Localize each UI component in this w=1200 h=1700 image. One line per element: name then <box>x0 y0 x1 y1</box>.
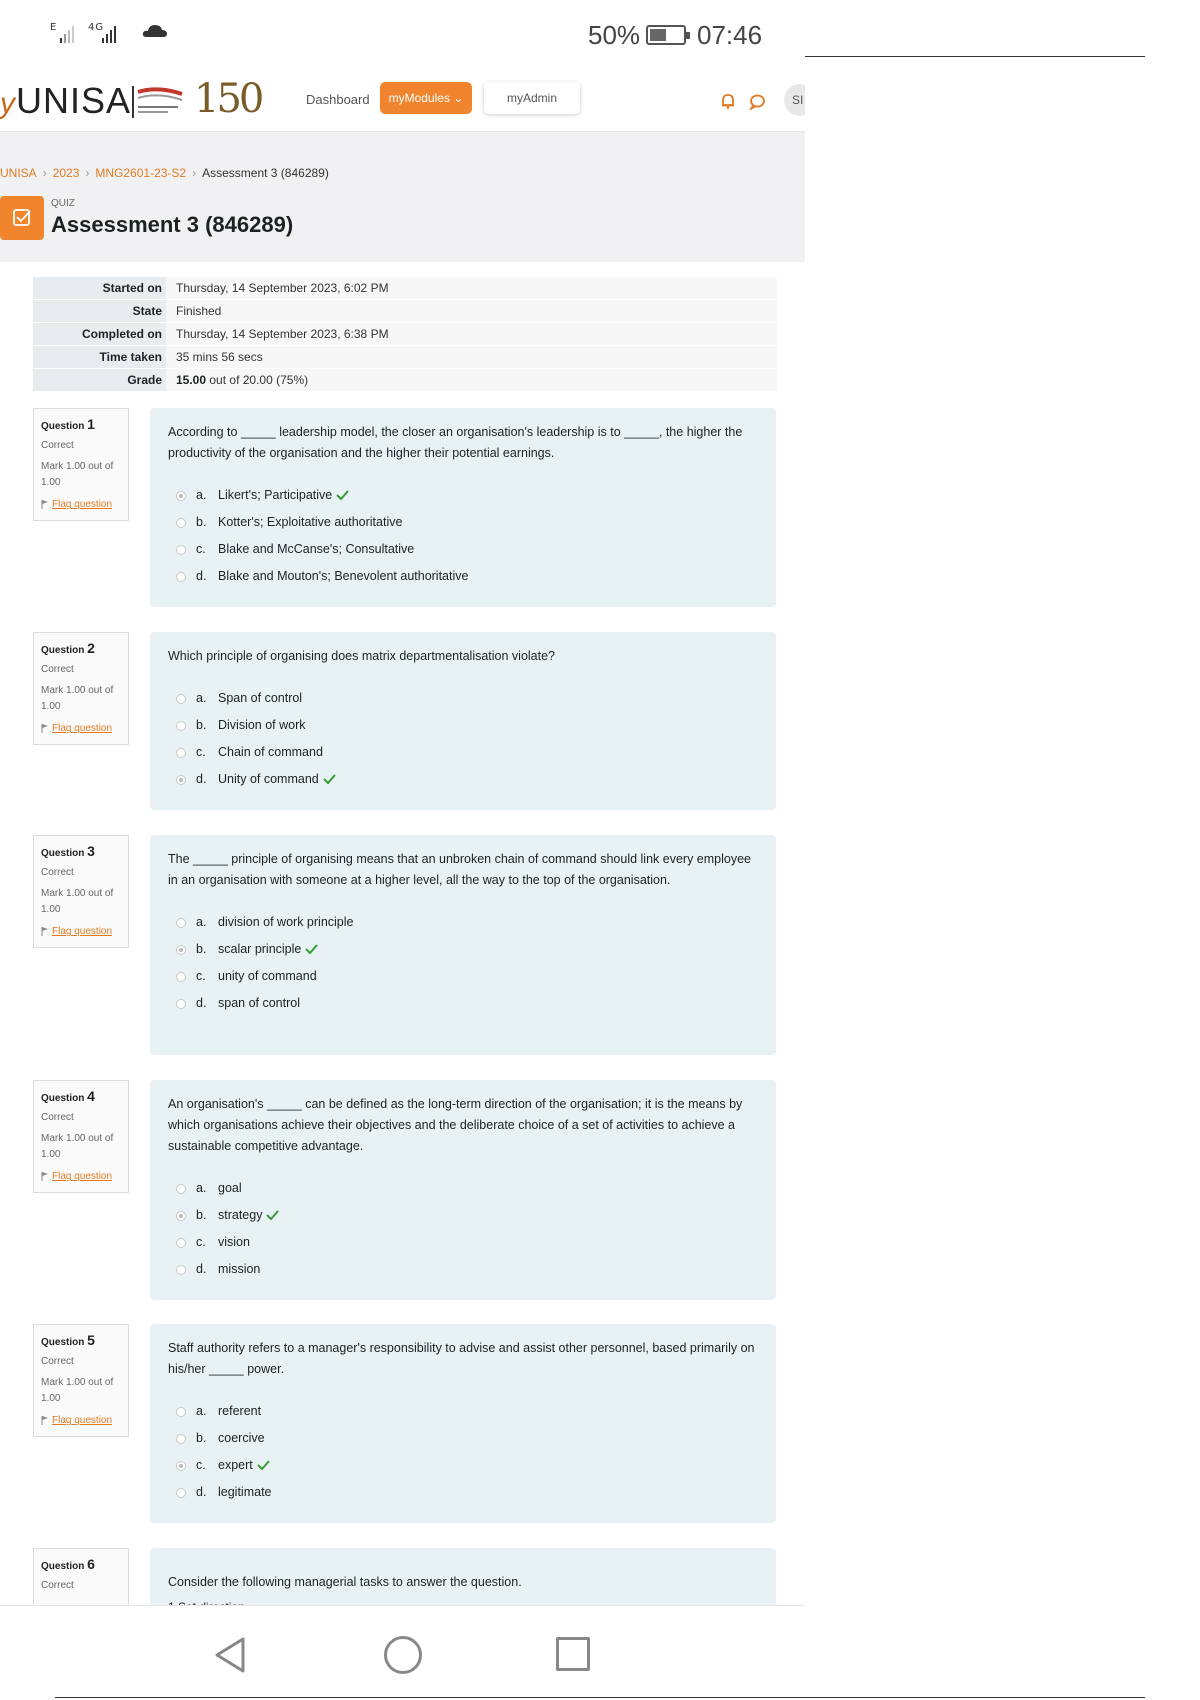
answer-radio[interactable] <box>176 945 186 955</box>
summary-value: Finished <box>166 300 777 322</box>
question-prefix: Question <box>41 1337 85 1348</box>
answer-label: scalar principle <box>218 942 302 956</box>
answer-option[interactable] <box>168 1202 758 1229</box>
answer-option[interactable] <box>168 1256 758 1283</box>
android-nav-bar <box>0 1605 805 1700</box>
answer-option[interactable] <box>168 1479 758 1506</box>
nav-myadmin-button[interactable]: myAdmin <box>484 82 580 114</box>
answer-list <box>168 1175 758 1283</box>
flag-label: Flag question <box>52 1171 113 1182</box>
unisa-logo[interactable] <box>0 80 131 122</box>
question-mark: Mark 1.00 out of 1.00 <box>41 888 114 915</box>
answer-radio[interactable] <box>176 518 186 528</box>
answer-letter: b. <box>196 515 207 529</box>
answer-list <box>168 909 758 1017</box>
answer-option[interactable] <box>168 766 758 793</box>
answer-letter: d. <box>196 1485 207 1499</box>
logo-prefix: y <box>0 87 16 120</box>
answer-text: division of work principle <box>218 915 354 929</box>
answer-label: strategy <box>218 1208 263 1222</box>
question-number <box>41 640 121 656</box>
question-prefix: Question <box>41 1093 85 1104</box>
answer-letter: a. <box>196 1404 207 1418</box>
answer-option[interactable] <box>168 963 758 990</box>
answer-letter: a. <box>196 488 207 502</box>
grade-rest: out of 20.00 (75%) <box>209 373 309 387</box>
answer-letter: b. <box>196 718 207 732</box>
signal-4g-label: 4G <box>88 22 105 33</box>
flag-label: Flag question <box>52 1415 113 1426</box>
check-icon <box>323 774 336 784</box>
question-text: An organisation's _____ can be defined as the long-term direction of the organisation; it is the means by which organisations achieve their objectives and the deliberate choice of a set of activities to achieve a sustainable competitive advantage. <box>168 1097 743 1153</box>
answer-text: legitimate <box>218 1485 272 1499</box>
question-content <box>150 1080 776 1300</box>
answer-radio[interactable] <box>176 1265 186 1275</box>
attempt-summary-table <box>33 277 777 392</box>
summary-value: Thursday, 14 September 2023, 6:38 PM <box>166 323 777 345</box>
divider-line <box>55 1697 1145 1698</box>
battery-icon <box>646 25 686 45</box>
flag-icon <box>41 1172 49 1181</box>
answer-radio[interactable] <box>176 999 186 1009</box>
answer-radio[interactable] <box>176 1434 186 1444</box>
summary-row-grade <box>33 369 777 392</box>
question-number <box>41 843 121 859</box>
anniversary-logo: 150 <box>194 76 262 122</box>
question-state: Correct <box>41 1356 74 1367</box>
breadcrumb-current: Assessment 3 (846289) <box>202 166 329 180</box>
chat-icon[interactable] <box>749 94 765 110</box>
answer-radio[interactable] <box>176 1407 186 1417</box>
flag-question-link[interactable] <box>41 1169 121 1185</box>
answer-option[interactable] <box>168 1175 758 1202</box>
answer-radio[interactable] <box>176 1488 186 1498</box>
flag-icon <box>41 724 49 733</box>
question-content <box>150 632 776 810</box>
question-content <box>150 1324 776 1523</box>
question-info <box>33 1080 129 1193</box>
check-icon <box>305 944 318 954</box>
answer-text <box>218 766 336 793</box>
answer-letter: a. <box>196 915 207 929</box>
summary-row-completed <box>33 323 777 346</box>
answer-letter: b. <box>196 942 207 956</box>
summary-label: Completed on <box>33 323 166 345</box>
answer-option[interactable] <box>168 739 758 766</box>
answer-label: Likert's; Participative <box>218 488 333 502</box>
answer-letter: a. <box>196 691 207 705</box>
summary-label: State <box>33 300 166 322</box>
question-number <box>41 1332 121 1348</box>
quiz-icon <box>0 196 44 240</box>
answer-radio[interactable] <box>176 694 186 704</box>
summary-value <box>166 369 777 391</box>
question-prefix: Question <box>41 1561 85 1572</box>
question-info <box>33 408 129 521</box>
answer-radio[interactable] <box>176 545 186 555</box>
answer-letter: c. <box>196 542 206 556</box>
answer-text <box>218 936 318 963</box>
answer-list <box>168 685 758 793</box>
answer-option[interactable] <box>168 1452 758 1479</box>
chevron-down-icon: ⌄ <box>453 91 464 105</box>
check-icon <box>336 490 349 500</box>
flag-label: Flag question <box>52 723 113 734</box>
question-info <box>33 1324 129 1437</box>
question-state: Correct <box>41 440 74 451</box>
nav-mymodules-button[interactable] <box>380 82 472 114</box>
bell-icon[interactable] <box>720 93 736 109</box>
question-info <box>33 835 129 948</box>
answer-radio[interactable] <box>176 721 186 731</box>
flag-label: Flag question <box>52 926 113 937</box>
answer-radio[interactable] <box>176 572 186 582</box>
question-text: According to _____ leadership model, the closer an organisation's leadership is to _____, the higher the productivity of the organisation and the higher their potential earnings. <box>168 425 743 460</box>
answer-text: vision <box>218 1235 250 1249</box>
question-prefix: Question <box>41 848 85 859</box>
flag-label: Flag question <box>52 499 113 510</box>
answer-text: Span of control <box>218 691 303 705</box>
summary-label: Time taken <box>33 346 166 368</box>
answer-text <box>218 482 349 509</box>
answer-letter: b. <box>196 1208 207 1222</box>
battery-percentage: 50% <box>588 20 641 50</box>
answer-text: Division of work <box>218 718 306 732</box>
question-text: The _____ principle of organising means that an unbroken chain of command should link every employee in an organisation with someone at a higher level, all the way to the top of the organisation. <box>168 852 751 887</box>
divider-line <box>805 56 1145 57</box>
flag-icon <box>41 500 49 509</box>
answer-letter: c. <box>196 969 206 983</box>
back-icon[interactable] <box>214 1636 246 1674</box>
answer-letter: d. <box>196 996 207 1010</box>
answer-text: Blake and McCanse's; Consultative <box>218 542 415 556</box>
nav-mymodules-label: myModules <box>388 91 450 105</box>
breadcrumb-item-unisa[interactable]: UNISA <box>0 166 37 180</box>
clock: 07:46 <box>697 20 763 50</box>
answer-text <box>218 1452 270 1479</box>
page-title: Assessment 3 (846289) <box>51 212 294 237</box>
flag-question-link[interactable] <box>41 924 121 940</box>
summary-label: Grade <box>33 369 166 391</box>
answer-text: unity of command <box>218 969 317 983</box>
question-number <box>41 416 121 432</box>
logo-emblem-icon <box>132 84 186 120</box>
question-number <box>41 1556 121 1572</box>
question-number-value: 3 <box>87 843 95 859</box>
flag-icon <box>41 1416 49 1425</box>
breadcrumb-item-year[interactable]: 2023 <box>52 166 80 180</box>
summary-row-state <box>33 300 777 323</box>
answer-letter: d. <box>196 569 207 583</box>
answer-label: expert <box>218 1458 253 1472</box>
question-prefix: Question <box>41 645 85 656</box>
site-header <box>0 70 805 132</box>
answer-radio[interactable] <box>176 1184 186 1194</box>
answer-text: Blake and Mouton's; Benevolent authoritative <box>218 569 469 583</box>
flag-question-link[interactable] <box>41 721 121 737</box>
answer-option[interactable] <box>168 990 758 1017</box>
answer-option[interactable] <box>168 909 758 936</box>
answer-option[interactable] <box>168 1398 758 1425</box>
question-state: Correct <box>41 664 74 675</box>
flag-icon <box>41 927 49 936</box>
answer-letter: d. <box>196 772 207 786</box>
status-bar <box>0 0 805 70</box>
answer-option[interactable] <box>168 536 758 563</box>
answer-text <box>218 1202 279 1229</box>
answer-option[interactable] <box>168 685 758 712</box>
answer-text: Kotter's; Exploitative authoritative <box>218 515 403 529</box>
answer-radio[interactable] <box>176 1461 186 1471</box>
recent-apps-icon[interactable] <box>556 1637 590 1671</box>
summary-value: 35 mins 56 secs <box>166 346 777 368</box>
answer-list <box>168 1398 758 1506</box>
summary-value: Thursday, 14 September 2023, 6:02 PM <box>166 277 777 299</box>
answer-radio[interactable] <box>176 748 186 758</box>
flag-question-link[interactable] <box>41 1413 121 1429</box>
question-mark: Mark 1.00 out of 1.00 <box>41 1133 114 1160</box>
answer-radio[interactable] <box>176 491 186 501</box>
question-number-value: 2 <box>87 640 95 656</box>
activity-type-label: QUIZ <box>51 198 75 209</box>
answer-text: span of control <box>218 996 300 1010</box>
answer-option[interactable] <box>168 509 758 536</box>
signal-icon <box>50 20 134 50</box>
question-content <box>150 835 776 1055</box>
summary-label: Started on <box>33 277 166 299</box>
answer-radio[interactable] <box>176 1238 186 1248</box>
home-icon[interactable] <box>384 1636 422 1674</box>
answer-option[interactable] <box>168 1425 758 1452</box>
summary-row-started <box>33 277 777 300</box>
nav-dashboard[interactable]: Dashboard <box>306 92 370 107</box>
question-text: Which principle of organising does matrix departmentalisation violate? <box>168 649 556 663</box>
summary-row-time <box>33 346 777 369</box>
user-avatar[interactable]: SI <box>784 84 805 116</box>
answer-letter: d. <box>196 1262 207 1276</box>
question-info <box>33 632 129 745</box>
cloud-icon <box>142 24 168 38</box>
question-state: Correct <box>41 867 74 878</box>
answer-label: Unity of command <box>218 772 319 786</box>
answer-option[interactable] <box>168 482 758 509</box>
answer-option[interactable] <box>168 1229 758 1256</box>
answer-letter: a. <box>196 1181 207 1195</box>
question-text: Staff authority refers to a manager's responsibility to advise and assist other personnel, based primarily on his/her _____ power. <box>168 1341 755 1376</box>
answer-letter: c. <box>196 1235 206 1249</box>
question-number-value: 5 <box>87 1332 95 1348</box>
breadcrumb-item-module[interactable]: MNG2601-23-S2 <box>95 166 187 180</box>
answer-text: referent <box>218 1404 262 1418</box>
answer-text: mission <box>218 1262 261 1276</box>
answer-option[interactable] <box>168 712 758 739</box>
flag-question-link[interactable] <box>41 497 121 513</box>
question-mark: Mark 1.00 out of 1.00 <box>41 461 114 488</box>
question-prefix: Question <box>41 421 85 432</box>
answer-radio[interactable] <box>176 918 186 928</box>
grade-score: 15.00 <box>176 373 207 387</box>
question-number-value: 1 <box>87 416 95 432</box>
answer-radio[interactable] <box>176 972 186 982</box>
question-number-value: 4 <box>87 1088 95 1104</box>
question-number <box>41 1088 121 1104</box>
page-header <box>0 132 805 262</box>
signal-e-label: E <box>50 22 58 33</box>
answer-text: coercive <box>218 1431 265 1445</box>
question-content <box>150 408 776 607</box>
question-state: Correct <box>41 1112 74 1123</box>
answer-letter: b. <box>196 1431 207 1445</box>
question-state: Correct <box>41 1580 74 1591</box>
answer-option[interactable] <box>168 563 758 590</box>
question-text: Consider the following managerial tasks to answer the question. <box>168 1575 522 1589</box>
answer-radio[interactable] <box>176 775 186 785</box>
answer-radio[interactable] <box>176 1211 186 1221</box>
question-mark: Mark 1.00 out of 1.00 <box>41 685 114 712</box>
check-icon <box>266 1210 279 1220</box>
answer-letter: c. <box>196 1458 206 1472</box>
question-number-value: 6 <box>87 1556 95 1572</box>
answer-letter: c. <box>196 745 206 759</box>
answer-list <box>168 482 758 590</box>
answer-text: goal <box>218 1181 242 1195</box>
answer-option[interactable] <box>168 936 758 963</box>
logo-text: UNISA <box>16 80 132 121</box>
question-mark: Mark 1.00 out of 1.00 <box>41 1377 114 1404</box>
breadcrumb: UNISA › 2023 › MNG2601-23-S2 › Assessment 3 (846289) <box>0 166 329 180</box>
answer-text: Chain of command <box>218 745 323 759</box>
check-icon <box>257 1460 270 1470</box>
